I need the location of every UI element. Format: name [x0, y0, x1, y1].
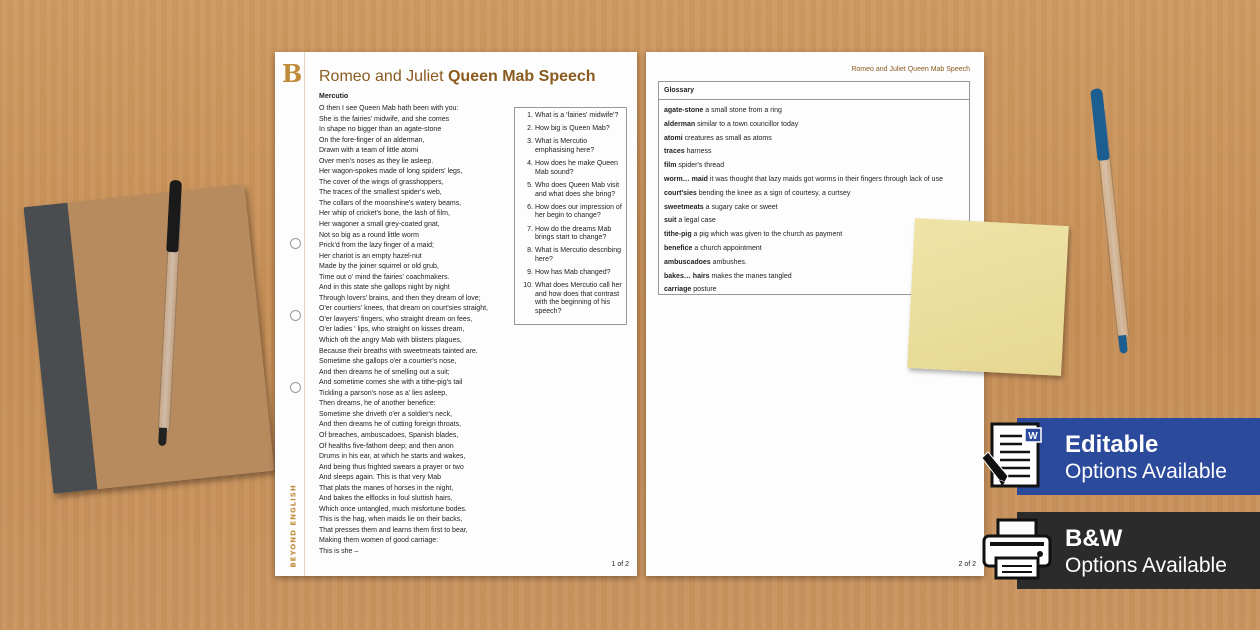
glossary-entry	[664, 201, 964, 215]
question-number: 2.	[527, 125, 533, 133]
poem-line: O'er ladies ' lips, who straight on kisses dream,	[319, 326, 465, 334]
glossary-term: alderman	[664, 120, 696, 128]
glossary-definition: bending the knee as a sign of courtesy, a curtsey	[696, 189, 851, 197]
page-number: 1 of 2	[611, 561, 629, 568]
question-number: 4.	[527, 160, 533, 168]
glossary-entry	[664, 159, 964, 173]
question-item	[519, 160, 622, 177]
banner-subtitle: Options Available	[1065, 554, 1227, 577]
poem-line: In shape no bigger than an agate-stone	[319, 126, 442, 134]
question-number: 5.	[527, 181, 533, 189]
glossary-definition: ambushes.	[710, 258, 747, 266]
glossary-term: court'sies	[664, 189, 697, 197]
poem-line: Sometime she gallops o'er a courtier's nose,	[319, 358, 457, 366]
question-text: How has Mab changed?	[535, 269, 611, 277]
blue-pen	[1089, 88, 1131, 353]
glossary-definition: it was thought that lazy maids got worms in their fingers through lack of use	[707, 175, 943, 183]
poem-line: The cover of the wings of grasshoppers,	[319, 178, 444, 186]
poem-line: The collars of the moonshine's watery beams,	[319, 199, 462, 207]
poem-line: Drawn with a team of little atomi	[319, 147, 419, 155]
question-text: How does our impression of her begin to change?	[535, 203, 622, 220]
poem-line: Her wagoner a small grey-coated gnat,	[319, 221, 440, 229]
glossary-term: film	[664, 162, 677, 170]
poem-line: O'er courtiers' knees, that dream on court'sies straight,	[319, 305, 488, 313]
poem-line: Not so big as a round little worm	[319, 231, 419, 239]
question-text: How does he make Queen Mab sound?	[535, 160, 618, 176]
question-number: 9.	[527, 269, 533, 277]
glossary-definition: spider's thread	[676, 162, 725, 170]
question-item	[519, 269, 622, 278]
glossary-entry	[664, 145, 964, 159]
glossary-definition: a sugary cake or sweet	[703, 203, 778, 211]
question-number: 6.	[527, 203, 533, 211]
poem-line: O'er lawyers' fingers, who straight dream on fees,	[319, 315, 473, 323]
question-item	[519, 204, 622, 221]
brand-label: BEYOND ENGLISH	[289, 484, 298, 568]
poem-line: That plats the manes of horses in the night,	[319, 484, 454, 492]
question-text: What is Mercutio emphasising here?	[535, 138, 595, 154]
poem-line: Her wagon-spokes made of long spiders' legs,	[319, 168, 463, 176]
glossary-term: atomi	[664, 134, 683, 142]
question-number: 7.	[527, 225, 533, 233]
glossary-entry	[664, 104, 964, 118]
notebook	[24, 184, 275, 494]
poem-line: This is she –	[319, 547, 359, 555]
beyond-logo-icon: B	[282, 59, 303, 88]
page-number: 2 of 2	[958, 561, 976, 568]
questions-list	[519, 112, 622, 317]
document-pencil-icon	[978, 420, 1052, 494]
banner-title: B&W	[1065, 525, 1123, 552]
poem-line: Which oft the angry Mab with blisters plagues,	[319, 337, 462, 345]
sticky-note	[907, 218, 1069, 376]
question-item	[519, 247, 622, 264]
question-text: How big is Queen Mab?	[535, 125, 610, 133]
worksheet-page-1	[275, 52, 637, 576]
banner-subtitle: Options Available	[1065, 460, 1227, 483]
poem-line: And sometime comes she with a tithe-pig's tail	[319, 379, 463, 387]
poem-line: This is the hag, when maids lie on their backs,	[319, 516, 463, 524]
editable-banner[interactable]	[1017, 418, 1260, 495]
page-header: Romeo and Juliet Queen Mab Speech	[851, 66, 970, 73]
glossary-definition: harness	[684, 148, 712, 156]
poem-line: O then I see Queen Mab hath been with you:	[319, 105, 459, 112]
glossary-term: carriage	[664, 286, 692, 294]
poem-line: Of healths five-fathom deep; and then anon	[319, 442, 454, 450]
poem-line: On the fore-finger of an alderman,	[319, 136, 425, 144]
poem-line: She is the fairies' midwife, and she comes	[319, 115, 450, 123]
glossary-definition: a church appointment	[692, 244, 762, 252]
poem-line: Through lovers' brains, and then they dream of love;	[319, 294, 481, 302]
glossary-definition: makes the manes tangled	[709, 272, 792, 280]
punch-hole	[290, 310, 301, 321]
poem-line: Her whip of cricket's bone, the lash of film,	[319, 210, 450, 218]
poem-line: Tickling a parson's nose as a' lies asleep,	[319, 389, 448, 397]
page-title: Romeo and Juliet Queen Mab Speech	[319, 68, 596, 85]
glossary-definition: a legal case	[676, 217, 716, 225]
question-item	[519, 125, 622, 134]
question-number: 1.	[527, 112, 533, 119]
glossary-term: ambuscadoes	[664, 258, 711, 266]
glossary-entry	[664, 187, 964, 201]
question-text: What is Mercutio describing here?	[535, 247, 621, 263]
poem-line: Over men's noses as they lie asleep.	[319, 157, 434, 165]
poem-line: Of breaches, ambuscadoes, Spanish blades,	[319, 431, 459, 439]
svg-text:W: W	[1028, 431, 1038, 442]
poem-line: And in this state she gallops night by night	[319, 284, 450, 292]
question-item	[519, 182, 622, 199]
poem-line: Her chariot is an empty hazel-nut	[319, 252, 422, 260]
speaker-name: Mercutio	[319, 93, 349, 100]
poem-line: Sometime she driveth o'er a soldier's neck,	[319, 410, 453, 418]
glossary-definition: a pig which was given to the church as payment	[691, 231, 843, 239]
poem-line: Because their breaths with sweetmeats tainted are.	[319, 347, 478, 355]
poem-line: And then dreams he of smelling out a suit;	[319, 368, 450, 376]
poem-line: Drums in his ear, at which he starts and wakes,	[319, 453, 466, 461]
glossary-entry	[664, 173, 964, 187]
poem-line: Making them women of good carriage:	[319, 537, 439, 545]
glossary-term: bakes… hairs	[664, 272, 710, 280]
banner-title: Editable	[1065, 431, 1159, 458]
question-text: Who does Queen Mab visit and what does she bring?	[535, 181, 620, 198]
question-text: What does Mercutio call her and how does that contrast with the beginning of his speech?	[535, 282, 622, 316]
question-item	[519, 226, 622, 243]
glossary-definition: a small stone from a ring	[703, 107, 782, 114]
glossary-term: benefice	[664, 244, 693, 252]
question-text: How do the dreams Mab brings start to change?	[535, 225, 612, 242]
glossary-definition: creatures as small as atoms	[682, 134, 772, 142]
glossary-term: worm… maid	[664, 175, 708, 183]
poem-line: And bakes the elflocks in foul sluttish hairs,	[319, 495, 453, 503]
glossary-entry	[664, 132, 964, 146]
glossary-definition: posture	[691, 286, 717, 294]
punch-hole	[290, 382, 301, 393]
glossary-title: Glossary	[659, 82, 969, 100]
poem-line: Time out o' mind the fairies' coachmakers.	[319, 273, 450, 281]
glossary-term: agate-stone	[664, 107, 704, 114]
glossary-term: suit	[664, 217, 677, 225]
poem-text	[319, 104, 519, 558]
poem-line: The traces of the smallest spider's web,	[319, 189, 442, 197]
poem-line: That presses them and learns them first to bear,	[319, 526, 468, 534]
question-text: What is a 'fairies' midwife'?	[535, 112, 619, 119]
poem-line: Prick'd from the lazy finger of a maid;	[319, 242, 434, 250]
poem-line: Made by the joiner squirrel or old grub,	[319, 263, 439, 271]
poem-line: And being thus frighted swears a prayer or two	[319, 463, 464, 471]
poem-line: Which once untangled, much misfortune bodes.	[319, 505, 467, 513]
glossary-term: traces	[664, 148, 685, 156]
poem-line: Then dreams, he of another benefice:	[319, 400, 436, 408]
glossary-entry	[664, 118, 964, 132]
poem-line: And then dreams he of cutting foreign throats,	[319, 421, 462, 429]
question-number: 3.	[527, 138, 533, 146]
punch-hole	[290, 238, 301, 249]
question-number: 8.	[527, 247, 533, 255]
printer-icon	[980, 516, 1054, 582]
question-item	[519, 112, 622, 121]
question-number: 10.	[523, 282, 533, 290]
question-item	[519, 282, 622, 316]
questions-box	[514, 107, 627, 325]
poem-line: And sleeps again. This is that very Mab	[319, 474, 442, 482]
question-item	[519, 138, 622, 155]
glossary-term: sweetmeats	[664, 203, 704, 211]
glossary-term: tithe-pig	[664, 231, 692, 239]
glossary-definition: similar to a town councillor today	[695, 120, 799, 128]
